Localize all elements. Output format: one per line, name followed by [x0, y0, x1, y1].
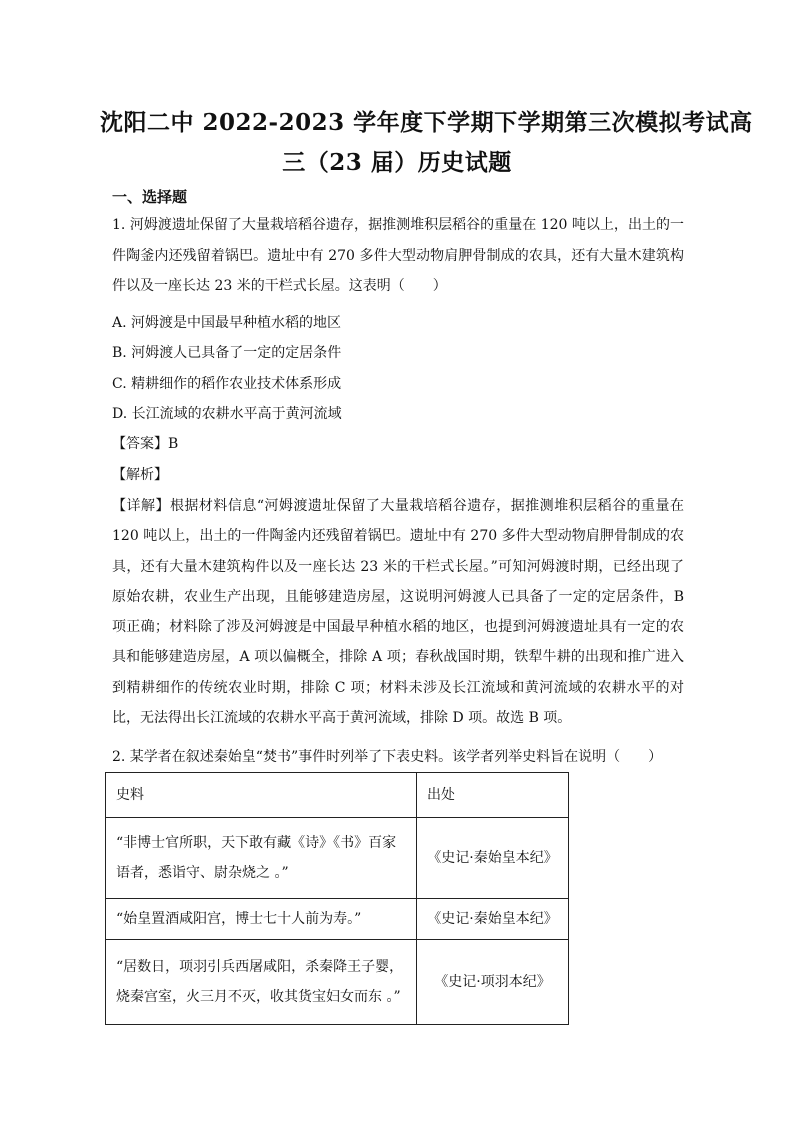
table-row	[106, 899, 569, 940]
question-2-stem: 2. 某学者在叙述秦始皇“焚书”事件时列举了下表史料。该学者列举史料旨在说明（ ）	[112, 749, 663, 765]
section-heading: 一、选择题	[112, 188, 188, 206]
table-cell-source: “居数日，项羽引兵西屠咸阳，杀秦降王子婴，烧秦宫室，火三月不灭，收其货宝妇女而东 。”	[106, 940, 417, 1025]
analysis-label: 【解析】	[112, 467, 168, 483]
table-cell-source: “非博士官所职，天下敢有藏《诗》《书》百家语者，悉诣守、尉杂烧之 。”	[106, 818, 417, 899]
question-1-stem: 1. 河姆渡遗址保留了大量栽培稻谷遗存，据推测堆积层稻谷的重量在 120 吨以上，出土的一件陶釜内还残留着锅巴。遗址中有 270 多件大型动物肩胛骨制成的农具，还有大量木建筑构件以及一座长达 23 米的干栏式长屋。这表明（ ）	[112, 217, 684, 294]
question-1-option-a: A. 河姆渡是中国最早种植水稻的地区	[112, 315, 342, 331]
table-header-origin: 出处	[417, 773, 569, 818]
question-1-option-b: B. 河姆渡人已具备了一定的定居条件	[112, 345, 342, 361]
table-cell-origin: 《史记·项羽本纪》	[417, 940, 569, 1025]
source-table	[105, 772, 569, 1025]
question-1-detail	[112, 491, 684, 733]
table-header-source: 史料	[106, 773, 417, 818]
table-cell-source: “始皇置酒咸阳宫，博士七十人前为寿。”	[106, 899, 417, 940]
answer-value: B	[168, 436, 179, 452]
question-1-analysis-label	[112, 464, 168, 484]
question-1-option-d: D. 长江流域的农耕水平高于黄河流域	[112, 406, 342, 422]
table-row	[106, 940, 569, 1025]
table-cell-origin: 《史记·秦始皇本纪》	[417, 899, 569, 940]
table-row	[106, 818, 569, 899]
detail-text: 根据材料信息“河姆渡遗址保留了大量栽培稻谷遗存，据推测堆积层稻谷的重量在 120 吨以上，出土的一件陶釜内还残留着锅巴。遗址中有 270 多件大型动物肩胛骨制成的农具，还有大量木建筑构件以及一座长达 23 米的干栏式长屋。”可知河姆渡时期，已经出现了原始农耕，农业生产出现，且能够建造房屋，这说明河姆渡人已具备了一定的定居条件，B 项正确；材料除了涉及河姆渡是中国最早种植水稻的地区，也提到河姆渡遗址具有一定的农具和能够建造房屋，A 项以偏概全，排除 A 项；春秋战国时期，铁犁牛耕的出现和推广进入到精耕细作的传统农业时期，排除 C 项；材料未涉及长江流域和黄河流域的农耕水平的对比，无法得出长江流域的农耕水平高于黄河流域，排除 D 项。故选 B 项。	[112, 498, 685, 727]
document-title-line-2: 三（23 届）历史试题	[282, 149, 512, 176]
table-cell-origin: 《史记·秦始皇本纪》	[417, 818, 569, 899]
question-1-answer	[112, 433, 178, 453]
document-title-line-1: 沈阳二中 2022-2023 学年度下学期下学期第三次模拟考试高	[100, 109, 753, 136]
table-header-row	[106, 773, 569, 818]
answer-label: 【答案】	[112, 436, 168, 452]
detail-label: 【详解】	[112, 498, 170, 514]
question-1-option-c: C. 精耕细作的稻作农业技术体系形成	[112, 376, 342, 392]
